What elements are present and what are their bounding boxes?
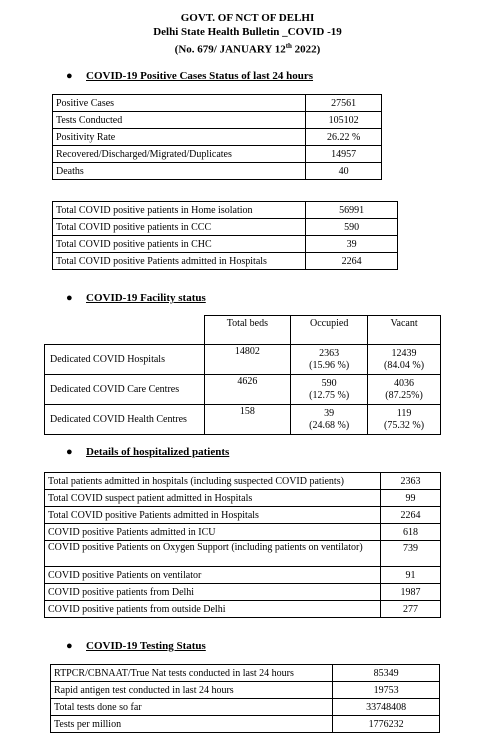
table-row: Total COVID positive Patients admitted in Hospitals 2264 — [45, 507, 441, 524]
table-row: COVID positive patients from Delhi 1987 — [45, 584, 441, 601]
table-row: COVID positive Patients on ventilator 91 — [45, 567, 441, 584]
table-row: COVID positive patients from outside Delhi 277 — [45, 601, 441, 618]
bulletin-title: Delhi State Health Bulletin _COVID -19 — [153, 26, 342, 38]
table-row: Positive Cases 27561 — [53, 95, 382, 112]
bulletin-org-title: GOVT. OF NCT OF DELHI — [180, 12, 315, 24]
table-row: Positivity Rate 26.22 % — [53, 129, 382, 146]
table-row: Total COVID positive patients in Home isolation 56991 — [53, 202, 398, 219]
testing-status-table — [50, 664, 440, 733]
table-row: Total COVID suspect patient admitted in Hospitals 99 — [45, 490, 441, 507]
bullet-icon: ● — [66, 292, 73, 304]
table-row: Recovered/Discharged/Migrated/Duplicates 14957 — [53, 146, 382, 163]
table-header-row: Total beds Occupied Vacant — [45, 316, 441, 345]
patient-location-table — [52, 201, 398, 270]
table-row: Total tests done so far 33748408 — [51, 699, 440, 716]
bullet-icon: ● — [66, 640, 73, 652]
facility-status-table — [44, 315, 441, 435]
bullet-icon: ● — [66, 70, 73, 82]
section-title-hospitalized: Details of hospitalized patients — [86, 446, 230, 458]
section-title-testing: COVID-19 Testing Status — [86, 640, 206, 652]
section-title-facility: COVID-19 Facility status — [86, 292, 206, 304]
table-row: RTPCR/CBNAAT/True Nat tests conducted in last 24 hours 85349 — [51, 665, 440, 682]
table-row: Dedicated COVID Care Centres 4626 590 (12.75 %) 4036 (87.25%) — [45, 375, 441, 405]
section-title-positive-cases: COVID-19 Positive Cases Status of last 24 hours — [86, 70, 314, 82]
table-row: Total COVID positive Patients admitted in Hospitals 2264 — [53, 253, 398, 270]
table-row: Total COVID positive patients in CHC 39 — [53, 236, 398, 253]
table-row: Tests per million 1776232 — [51, 716, 440, 733]
table-row: Deaths 40 — [53, 163, 382, 180]
table-row: Dedicated COVID Health Centres 158 39 (24.68 %) 119 (75.32 %) — [45, 405, 441, 435]
table-row: Rapid antigen test conducted in last 24 hours 19753 — [51, 682, 440, 699]
bulletin-number: (No. 679/ JANUARY 12th 2022) — [174, 42, 321, 56]
table-row: Tests Conducted 105102 — [53, 112, 382, 129]
table-row: Total COVID positive patients in CCC 590 — [53, 219, 398, 236]
table-row: Total patients admitted in hospitals (including suspected COVID patients) 2363 — [45, 473, 441, 490]
bullet-icon: ● — [66, 446, 73, 458]
table-row: Dedicated COVID Hospitals 14802 2363 (15.96 %) 12439 (84.04 %) — [45, 345, 441, 375]
table-row: COVID positive Patients on Oxygen Support (including patients on ventilator) 739 — [45, 541, 441, 567]
table-row: COVID positive Patients admitted in ICU 618 — [45, 524, 441, 541]
positive-cases-table — [52, 94, 382, 180]
hospitalized-patients-table — [44, 472, 441, 618]
